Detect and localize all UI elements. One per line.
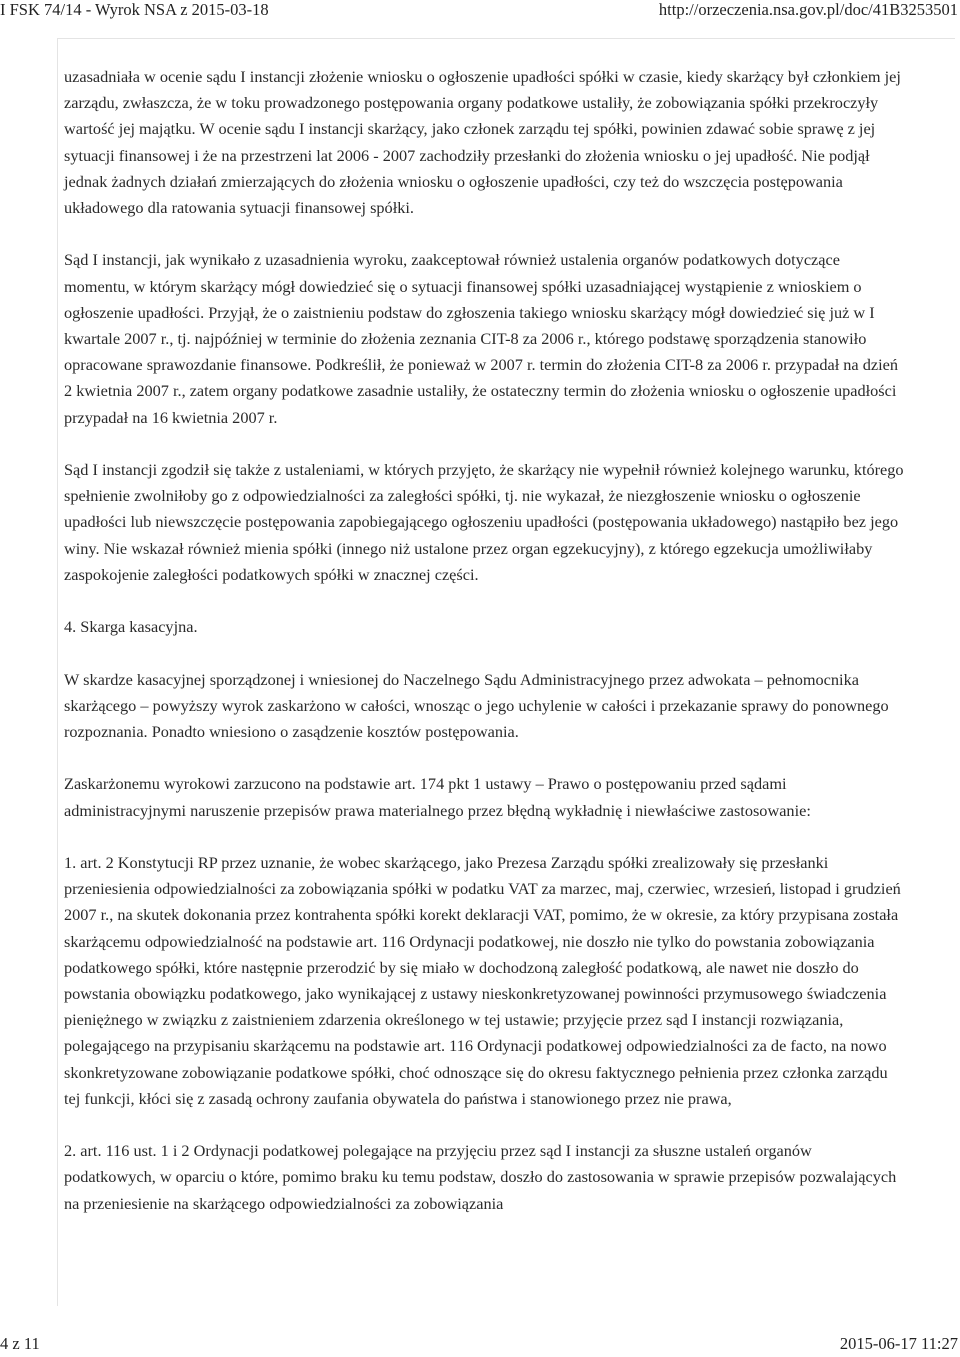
print-timestamp: 2015-06-17 11:27 bbox=[839, 1334, 958, 1353]
paragraph: W skardze kasacyjnej sporządzonej i wniesionej do Naczelnego Sądu Administracyjnego przez adwokata – pełnomocnika skarżącego – powyższy wyrok zaskarżono w całości, wnosząc o jego uchylenie w całości i przekazanie sprawy do ponownego rozpoznania. Ponadto wniesiono o zasądzenie kosztów postępowania. bbox=[64, 669, 889, 742]
paragraph: Sąd I instancji zgodził się także z ustaleniami, w których przyjęto, że skarżący nie wypełnił również kolejnego warunku, którego spełnienie zwolniłoby go z odpowiedzialności za zaległości spółki, tj. nie wykazał, że niezgłoszenie wniosku o ogłoszenie upadłości lub niewszczęcie postępowania zapobiegającego ogłoszeniu upadłości (postępowania układowego) nastąpiło bez jego winy. Nie wskazał również mienia spółki (innego niż ustalone przez organ egzekucyjny), z którego egzekucja umożliwiłaby zaspokojenie zaległości podatkowych spółki w znacznej części. bbox=[64, 460, 904, 584]
paragraph: 2. art. 116 ust. 1 i 2 Ordynacji podatkowej polegające na przyjęciu przez sąd I instancji za słuszne ustaleń organów podatkowych, w oparciu o które, pomimo braku ku temu podstaw, doszło do zastosowania w sprawie przepisów pozwalających na przeniesienie na skarżącego odpowiedzialności za zobowiązania bbox=[64, 1141, 897, 1213]
document-content bbox=[57, 38, 955, 1306]
paragraph: uzasadniała w ocenie sądu I instancji złożenie wniosku o ogłoszenie upadłości spółki w czasie, kiedy skarżący był członkiem jej zarządu, zwłaszcza, że w toku prowadzonego postępowania organy podatkowe ustaliły, że zobowiązania spółki przekroczyły wartość jej majątku. W ocenie sądu I instancji skarżący, jako członek zarządu tej spółki, powinien zdawać sobie sprawę z jej sytuacji finansowej i że na przestrzeni lat 2006 - 2007 zachodziły przesłanki do złożenia wniosku o jej upadłość. Nie podjął jednak żadnych działań zmierzających do złożenia wniosku o ogłoszenie upadłości, czy też do wszczęcia postępowania układowego dla ratowania sytuacji finansowej spółki. bbox=[64, 67, 901, 218]
paragraph: Sąd I instancji, jak wynikało z uzasadnienia wyroku, zaakceptował również ustalenia organów podatkowych dotyczące momentu, w którym skarżący mógł dowiedzieć się o sytuacji finansowej spółki uzasadniającej wystąpienie z wnioskiem o ogłoszenie upadłości. Przyjął, że o zaistnieniu podstaw do zgłoszenia takiego wniosku skarżący mógł dowiedzieć się już w I kwartale 2007 r., tj. najpóźniej w terminie do złożenia zeznania CIT-8 za 2006 r., którego podstawę sporządzenia stanowiło opracowane sprawozdanie finansowe. Podkreślił, że ponieważ w 2007 r. termin do złożenia CIT-8 za 2006 r. przypadał na dzień 2 kwietnia 2007 r., zatem organy podatkowe zasadnie ustaliły, że ostateczny termin do złożenia wniosku o ogłoszenie upadłości przypadał na 16 kwietnia 2007 r. bbox=[64, 250, 898, 427]
section-heading: 4. Skarga kasacyjna. bbox=[64, 617, 198, 637]
page-counter: 4 z 11 bbox=[0, 1334, 40, 1353]
paragraph: Zaskarżonemu wyrokowi zarzucono na podstawie art. 174 pkt 1 ustawy – Prawo o postępowaniu przed sądami administracyjnymi naruszenie przepisów prawa materialnego przez błędną wykładnię i niewłaściwe zastosowanie: bbox=[64, 774, 811, 820]
document-text bbox=[64, 64, 904, 1217]
paragraph: 1. art. 2 Konstytucji RP przez uznanie, że wobec skarżącego, jako Prezesa Zarządu spółki zrealizowały się przesłanki przeniesienia odpowiedzialności za zobowiązania spółki w podatku VAT za marzec, maj, czerwiec, wrzesień, listopad i grudzień 2007 r., na skutek dokonania przez kontrahenta spółki korekt deklaracji VAT, pomimo, że w okresie, za który przypisana została skarżącemu odpowiedzialność na podstawie art. 116 Ordynacji podatkowej, nie doszło nie tylko do powstania zobowiązania podatkowego spółki, które następnie przerodzić by się miało w dochodzoną zaległość podatkową, ale nawet nie doszło do powstania obowiązku podatkowego, jako wynikającej z ustawy nieskonkretyzowanej powinności przymusowego świadczenia pieniężnego w związku z zaistnieniem zdarzenia określonego w tej ustawie; przyjęcie przez sąd I instancji rozwiązania, polegającego na przypisaniu skarżącemu na podstawie art. 116 Ordynacji podatkowej odpowiedzialności za de facto, na nowo skonkretyzowane zobowiązanie podatkowe spółki, choć odnoszące się do okresu faktycznego pełnienia przez członka zarządu tej funkcji, kłóci się z zasadą ochrony zaufania obywatela do państwa i stanowionego przez nie prawa, bbox=[64, 853, 901, 1108]
page-header-title: I FSK 74/14 - Wyrok NSA z 2015-03-18 bbox=[0, 0, 269, 19]
page-header-url: http://orzeczenia.nsa.gov.pl/doc/41B3253501 bbox=[658, 0, 958, 19]
